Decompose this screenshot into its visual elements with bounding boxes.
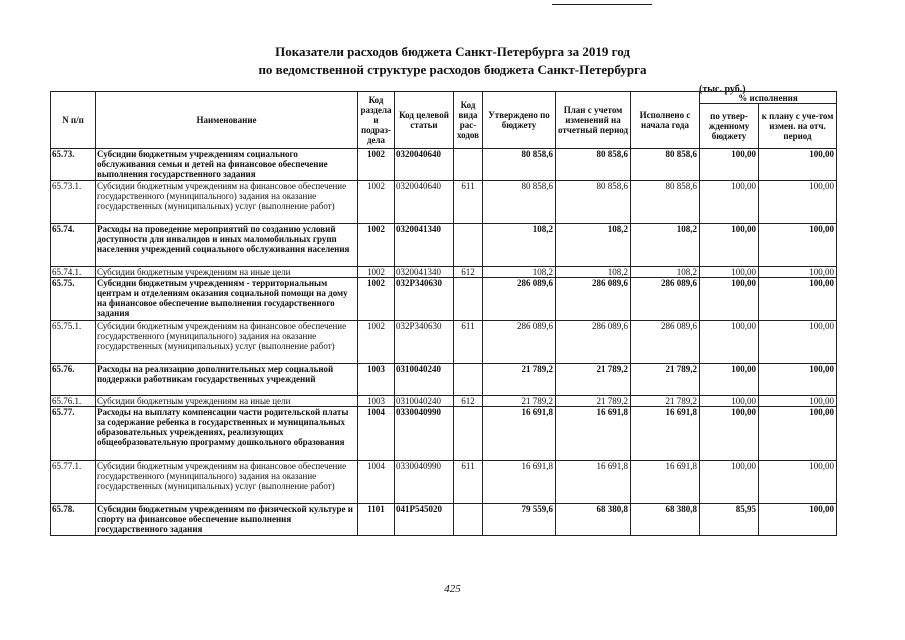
row-num: 65.76.1. [51, 396, 96, 407]
row-plan: 21 789,2 [556, 364, 631, 396]
row-exec: 16 691,8 [631, 407, 700, 461]
row-exec: 21 789,2 [631, 364, 700, 396]
row-name: Субсидии бюджетным учреждениям социального обслуживания семьи и детей на финансовое обеспечение выполнения государственного задания [96, 149, 358, 181]
row-name: Субсидии бюджетным учреждениям на иные цели [96, 396, 358, 407]
header-section: Код раздела и подраз-дела [358, 92, 395, 149]
row-target: 0330040990 [395, 461, 454, 504]
row-pct-budget: 100,00 [700, 396, 759, 407]
table-row [51, 504, 837, 536]
row-type: 611 [454, 321, 483, 364]
row-pct-budget: 100,00 [700, 321, 759, 364]
header-num: N п/п [51, 92, 96, 149]
row-target: 0320041340 [395, 267, 454, 278]
row-pct-plan: 100,00 [759, 224, 837, 267]
row-exec: 108,2 [631, 267, 700, 278]
header-pct-plan: к плану с уче-том измен. на отч. период [759, 104, 837, 149]
report-title-line-2: по ведомственной структуре расходов бюджета Санкт-Петербурга [258, 62, 647, 77]
row-target: 0320040640 [395, 149, 454, 181]
row-approved: 108,2 [483, 224, 556, 267]
row-name: Субсидии бюджетным учреждениям на финансовое обеспечение государственного (муниципального) задания на оказание государственных (муниципальных) услуг (выполнение работ) [96, 181, 358, 224]
row-section: 1004 [358, 407, 395, 461]
row-approved: 16 691,8 [483, 461, 556, 504]
row-exec: 286 089,6 [631, 321, 700, 364]
row-type [454, 278, 483, 321]
row-type [454, 407, 483, 461]
row-pct-plan: 100,00 [759, 321, 837, 364]
row-approved: 21 789,2 [483, 364, 556, 396]
row-num: 65.74.1. [51, 267, 96, 278]
row-pct-plan: 100,00 [759, 504, 837, 536]
row-section: 1002 [358, 181, 395, 224]
row-num: 65.77. [51, 407, 96, 461]
row-plan: 16 691,8 [556, 461, 631, 504]
row-section: 1003 [358, 396, 395, 407]
row-num: 65.73. [51, 149, 96, 181]
row-num: 65.78. [51, 504, 96, 536]
row-target: 0320041340 [395, 224, 454, 267]
table-row [51, 181, 837, 224]
row-pct-plan: 100,00 [759, 461, 837, 504]
row-pct-budget: 100,00 [700, 267, 759, 278]
row-pct-budget: 100,00 [700, 149, 759, 181]
header-approved: Утверждено по бюджету [483, 92, 556, 149]
row-approved: 80 858,6 [483, 181, 556, 224]
header-pct-budget: по утвер-жденному бюджету [700, 104, 759, 149]
row-approved: 80 858,6 [483, 149, 556, 181]
row-num: 65.73.1. [51, 181, 96, 224]
row-pct-plan: 100,00 [759, 396, 837, 407]
top-rule [552, 4, 652, 5]
header-type: Код вида рас-ходов [454, 92, 483, 149]
row-pct-budget: 85,95 [700, 504, 759, 536]
row-type: 611 [454, 461, 483, 504]
row-target: 0310040240 [395, 396, 454, 407]
row-exec: 286 089,6 [631, 278, 700, 321]
row-section: 1002 [358, 278, 395, 321]
table-row [51, 278, 837, 321]
row-name: Субсидии бюджетным учреждениям на иные цели [96, 267, 358, 278]
row-pct-plan: 100,00 [759, 267, 837, 278]
row-type [454, 224, 483, 267]
row-name: Расходы на выплату компенсации части родительской платы за содержание ребенка в государственных и муниципальных образовательных учреждениях, реализующих общеобразовательную программу дошкольного образования [96, 407, 358, 461]
row-exec: 80 858,6 [631, 149, 700, 181]
row-type: 612 [454, 396, 483, 407]
row-approved: 108,2 [483, 267, 556, 278]
row-plan: 286 089,6 [556, 321, 631, 364]
row-section: 1101 [358, 504, 395, 536]
row-plan: 286 089,6 [556, 278, 631, 321]
row-exec: 80 858,6 [631, 181, 700, 224]
row-num: 65.76. [51, 364, 96, 396]
row-approved: 286 089,6 [483, 278, 556, 321]
row-plan: 108,2 [556, 267, 631, 278]
row-name: Субсидии бюджетным учреждениям - территориальным центрам и отделениям оказания социальной помощи на дому на финансовое обеспечение выполнения государственного задания [96, 278, 358, 321]
row-pct-budget: 100,00 [700, 224, 759, 267]
row-pct-plan: 100,00 [759, 407, 837, 461]
row-pct-plan: 100,00 [759, 364, 837, 396]
row-name: Субсидии бюджетным учреждениям на финансовое обеспечение государственного (муниципального) задания на оказание государственных (муниципальных) услуг (выполнение работ) [96, 461, 358, 504]
table-row [51, 224, 837, 267]
expenditure-table [50, 91, 837, 536]
row-pct-plan: 100,00 [759, 278, 837, 321]
table-row [51, 364, 837, 396]
row-num: 65.75. [51, 278, 96, 321]
row-pct-budget: 100,00 [700, 278, 759, 321]
row-name: Расходы на реализацию дополнительных мер социальной поддержки работникам государственных учреждений [96, 364, 358, 396]
table-row [51, 461, 837, 504]
units-label: (тыс. руб.) [699, 84, 746, 95]
row-target: 0310040240 [395, 364, 454, 396]
row-section: 1002 [358, 267, 395, 278]
row-type [454, 364, 483, 396]
row-name: Расходы на проведение мероприятий по созданию условий доступности для инвалидов и иных маломобильных групп населения учреждений социального обслуживания населения [96, 224, 358, 267]
row-target: 0320040640 [395, 181, 454, 224]
row-section: 1004 [358, 461, 395, 504]
row-pct-budget: 100,00 [700, 461, 759, 504]
report-title-line-1: Показатели расходов бюджета Санкт-Петербурга за 2019 год [275, 44, 630, 59]
header-row-1 [51, 92, 837, 104]
row-approved: 79 559,6 [483, 504, 556, 536]
row-type: 612 [454, 267, 483, 278]
row-name: Субсидии бюджетным учреждениям по физической культуре и спорту на финансовое обеспечение выполнения государственного задания [96, 504, 358, 536]
row-plan: 21 789,2 [556, 396, 631, 407]
row-plan: 108,2 [556, 224, 631, 267]
row-section: 1002 [358, 149, 395, 181]
row-section: 1002 [358, 321, 395, 364]
header-exec: Исполнено с начала года [631, 92, 700, 149]
row-pct-budget: 100,00 [700, 364, 759, 396]
row-target: 0330040990 [395, 407, 454, 461]
row-type [454, 149, 483, 181]
header-pct-group: % исполнения [700, 92, 837, 104]
row-name: Субсидии бюджетным учреждениям на финансовое обеспечение государственного (муниципального) задания на оказание государственных (муниципальных) услуг (выполнение работ) [96, 321, 358, 364]
row-num: 65.75.1. [51, 321, 96, 364]
page-number: 425 [444, 583, 461, 595]
row-plan: 80 858,6 [556, 149, 631, 181]
row-approved: 286 089,6 [483, 321, 556, 364]
row-plan: 68 380,8 [556, 504, 631, 536]
row-exec: 16 691,8 [631, 461, 700, 504]
table-row [51, 267, 837, 278]
row-pct-budget: 100,00 [700, 407, 759, 461]
row-section: 1002 [358, 224, 395, 267]
table-row [51, 407, 837, 461]
table-row [51, 321, 837, 364]
row-exec: 108,2 [631, 224, 700, 267]
row-section: 1003 [358, 364, 395, 396]
table-row [51, 396, 837, 407]
row-plan: 16 691,8 [556, 407, 631, 461]
header-name: Наименование [96, 92, 358, 149]
row-approved: 16 691,8 [483, 407, 556, 461]
row-pct-plan: 100,00 [759, 181, 837, 224]
row-target: 032P340630 [395, 278, 454, 321]
row-pct-plan: 100,00 [759, 149, 837, 181]
row-plan: 80 858,6 [556, 181, 631, 224]
row-exec: 68 380,8 [631, 504, 700, 536]
row-target: 032P340630 [395, 321, 454, 364]
row-approved: 21 789,2 [483, 396, 556, 407]
row-exec: 21 789,2 [631, 396, 700, 407]
row-num: 65.74. [51, 224, 96, 267]
row-num: 65.77.1. [51, 461, 96, 504]
row-pct-budget: 100,00 [700, 181, 759, 224]
table-row [51, 149, 837, 181]
row-target: 041P545020 [395, 504, 454, 536]
header-target: Код целевой статьи [395, 92, 454, 149]
row-type: 611 [454, 181, 483, 224]
header-plan: План с учетом изменений на отчетный период [556, 92, 631, 149]
row-type [454, 504, 483, 536]
